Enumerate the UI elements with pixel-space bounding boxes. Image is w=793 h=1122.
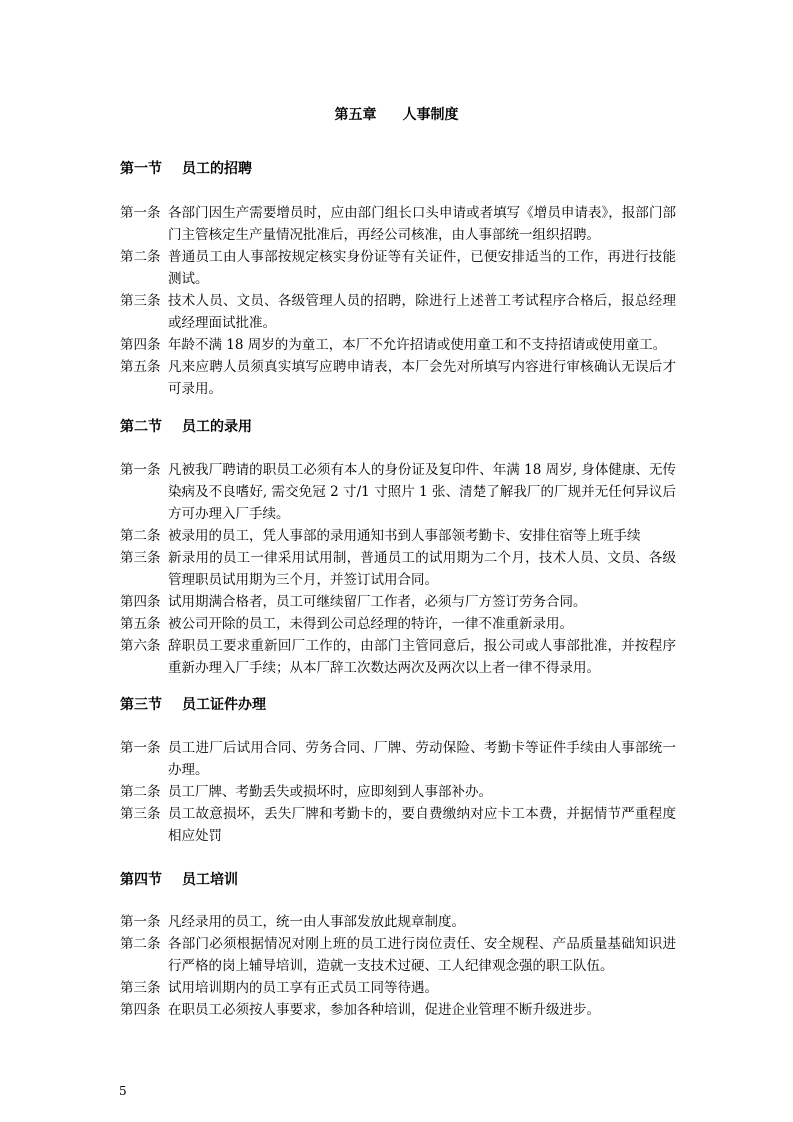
article-text: 员工故意损坏，丢失厂牌和考勤卡的，要自费缴纳对应卡工本费，并据情节严重程度相应处罚: [168, 806, 676, 844]
section-title: 员工的招聘: [182, 161, 252, 177]
article-number: 第一条: [120, 205, 161, 221]
article-number: 第二条: [120, 528, 161, 544]
article-list: [120, 911, 676, 1021]
article-number: 第四条: [120, 1002, 161, 1018]
article-text: 试用培训期内的员工享有正式员工同等待遇。: [168, 980, 438, 996]
section-title: 员工证件办理: [182, 697, 266, 713]
article-number: 第四条: [120, 594, 161, 610]
article: [120, 202, 676, 246]
article-number: 第四条: [120, 337, 161, 353]
article-text: 员工进厂后试用合同、劳务合同、厂牌、劳动保险、考勤卡等证件手续由人事部统一办理。: [168, 740, 676, 778]
chapter-label: 第五章: [334, 107, 377, 123]
article: [120, 290, 676, 334]
article-number: 第二条: [120, 784, 161, 800]
article: [120, 613, 676, 635]
article-text: 凡来应聘人员须真实填写应聘申请表，本厂会先对所填写内容进行审核确认无误后才可录用。: [168, 359, 676, 397]
article-text: 年龄不满 18 周岁的为童工，本厂不允许招请或使用童工和不支持招请或使用童工。: [168, 337, 667, 353]
article-number: 第三条: [120, 293, 161, 309]
article: [120, 999, 676, 1021]
article-text: 凡被我厂聘请的职员工必须有本人的身份证及复印件、年满 18 周岁, 身体健康、无传染病及不良嗜好, 需交免冠 2 寸/1 寸照片 1 张、清楚了解我厂的厂规并无任何异议后方可办理入厂手续。: [168, 462, 676, 522]
article-list: [120, 459, 676, 679]
article: [120, 356, 676, 400]
article-number: 第五条: [120, 616, 161, 632]
article-text: 员工厂牌、考勤丢失或损坏时，应即刻到人事部补办。: [168, 784, 492, 800]
article-number: 第二条: [120, 249, 161, 265]
section-heading: [120, 416, 252, 436]
article: [120, 933, 676, 977]
section-heading: [120, 694, 266, 714]
section-label: 第一节: [120, 161, 162, 177]
article-text: 试用期满合格者，员工可继续留厂工作者，必须与厂方签订劳务合同。: [168, 594, 587, 610]
article-text: 辞职员工要求重新回厂工作的，由部门主管同意后，报公司或人事部批准，并按程序重新办理入厂手续；从本厂辞工次数达两次及两次以上者一律不得录用。: [168, 638, 676, 676]
article-list: [120, 202, 676, 400]
section-heading: [120, 158, 252, 178]
article-number: 第二条: [120, 936, 161, 952]
article-list: [120, 737, 676, 847]
article-text: 在职员工必须按人事要求，参加各种培训，促进企业管理不断升级进步。: [168, 1002, 600, 1018]
article-text: 各部门必须根据情况对刚上班的员工进行岗位责任、安全规程、产品质量基础知识进行严格的岗上辅导培训，造就一支技术过硬、工人纪律观念强的职工队伍。: [168, 936, 676, 974]
chapter-name: 人事制度: [402, 107, 459, 123]
article: [120, 911, 676, 933]
article: [120, 459, 676, 525]
article: [120, 781, 676, 803]
article: [120, 246, 676, 290]
article-number: 第三条: [120, 550, 161, 566]
article: [120, 737, 676, 781]
article: [120, 591, 676, 613]
article-number: 第六条: [120, 638, 161, 654]
article: [120, 525, 676, 547]
article-text: 普通员工由人事部按规定核实身份证等有关证件，已便安排适当的工作，再进行技能测试。: [168, 249, 676, 287]
article-number: 第一条: [120, 914, 161, 930]
section-label: 第四节: [120, 872, 162, 888]
article-text: 凡经录用的员工，统一由人事部发放此规章制度。: [168, 914, 465, 930]
section-label: 第二节: [120, 419, 162, 435]
article: [120, 803, 676, 847]
article-number: 第三条: [120, 980, 161, 996]
article: [120, 547, 676, 591]
article: [120, 977, 676, 999]
article: [120, 334, 676, 356]
section-heading: [120, 869, 238, 889]
section-title: 员工培训: [182, 872, 238, 888]
page-number: 5: [119, 1084, 127, 1098]
article-text: 新录用的员工一律采用试用制，普通员工的试用期为二个月，技术人员、文员、各级管理职员试用期为三个月，并签订试用合同。: [168, 550, 676, 588]
article-number: 第五条: [120, 359, 161, 375]
article-text: 被公司开除的员工，未得到公司总经理的特许，一律不准重新录用。: [168, 616, 573, 632]
article-text: 各部门因生产需要增员时，应由部门组长口头申请或者填写《增员申请表》，报部门部门主管核定生产量情况批准后，再经公司核准，由人事部统一组织招聘。: [168, 205, 676, 243]
article-number: 第三条: [120, 806, 161, 822]
article-text: 被录用的员工，凭人事部的录用通知书到人事部领考勤卡、安排住宿等上班手续: [168, 528, 641, 544]
article-text: 技术人员、文员、各级管理人员的招聘，除进行上述普工考试程序合格后，报总经理或经理面试批准。: [168, 293, 676, 331]
article: [120, 635, 676, 679]
section-title: 员工的录用: [182, 419, 252, 435]
section-label: 第三节: [120, 697, 162, 713]
article-number: 第一条: [120, 740, 161, 756]
chapter-title: [0, 104, 793, 124]
article-number: 第一条: [120, 462, 161, 478]
